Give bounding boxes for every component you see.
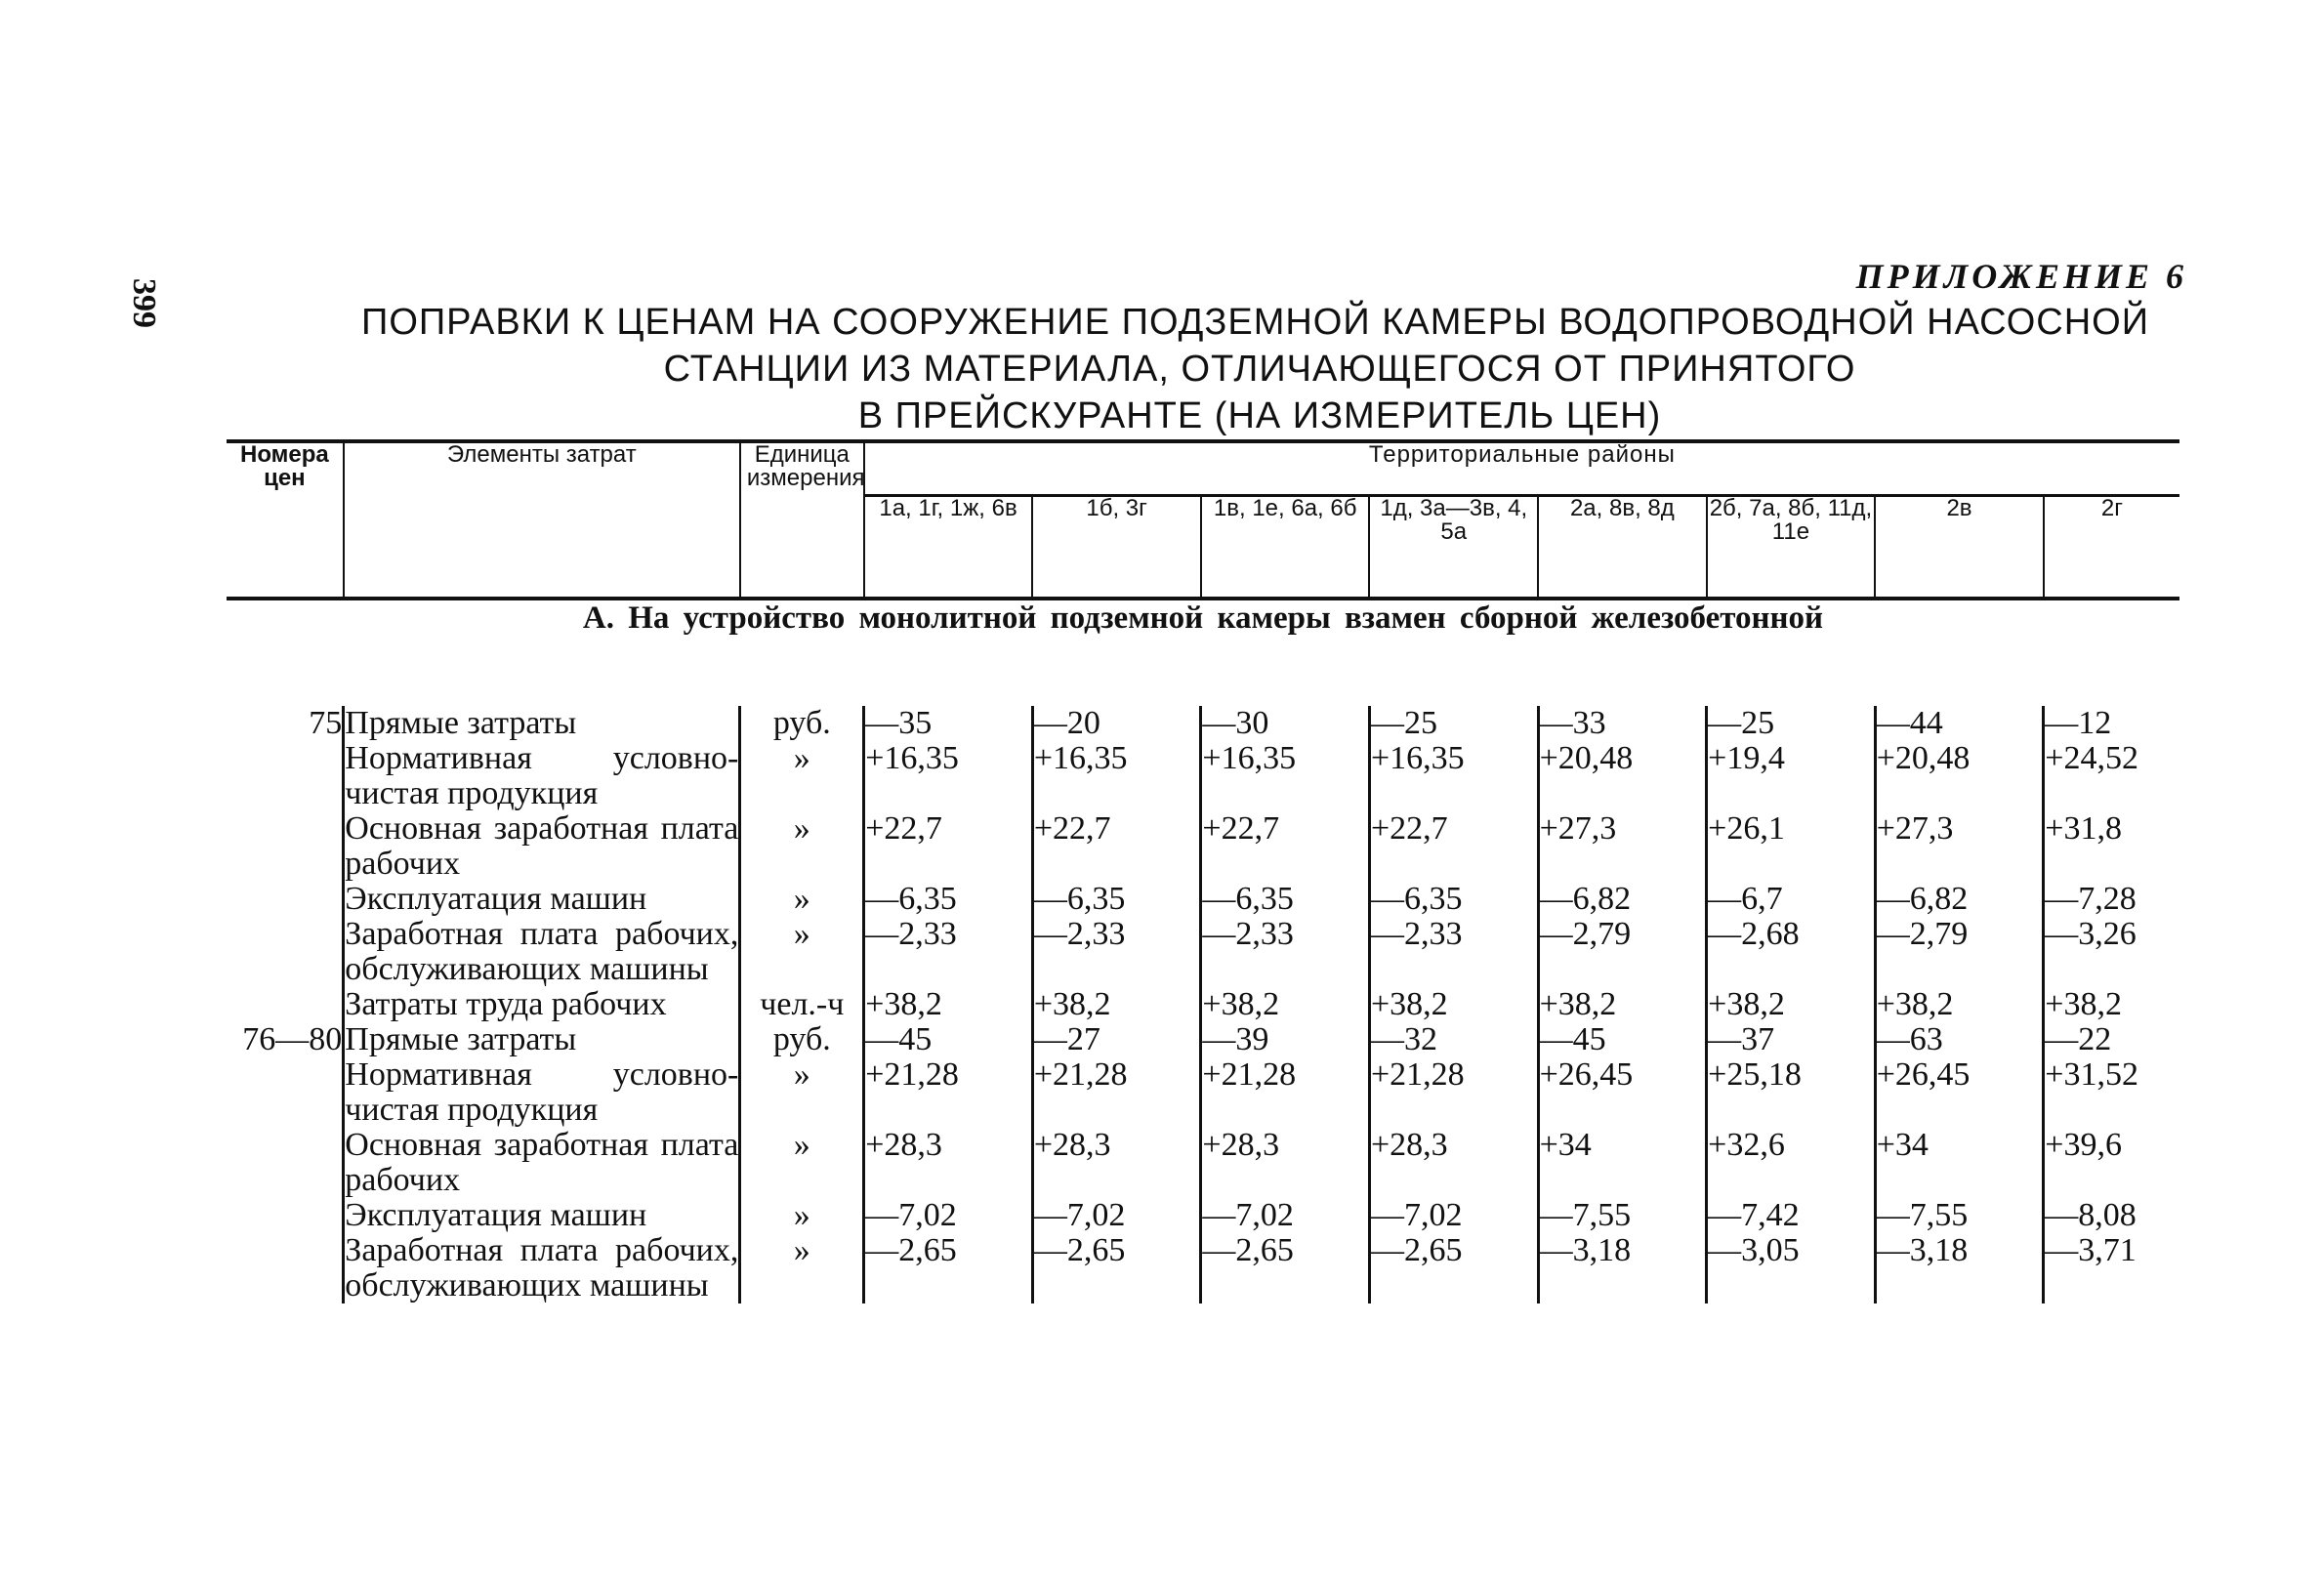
cost-element-cell: Прямые затраты xyxy=(344,706,740,741)
region-value-cell: +26,45 xyxy=(1538,1057,1707,1128)
price-number-cell xyxy=(227,1128,344,1198)
region-value-cell: —45 xyxy=(864,1022,1033,1057)
section-title: А. На устройство монолитной подземной камеры взамен сборной железобетонной xyxy=(582,600,1824,636)
cost-element-cell: Заработная плата рабочих, обслуживающих машины xyxy=(345,1232,739,1303)
region-value-cell: +31,52 xyxy=(2044,1057,2179,1128)
region-value-cell: +38,2 xyxy=(1369,987,1538,1022)
title-line: В ПРЕЙСКУРАНТЕ (НА ИЗМЕРИТЕЛЬ ЦЕН) xyxy=(857,395,1662,436)
table-row xyxy=(227,987,2179,1022)
region-value-cell: +21,28 xyxy=(1032,1057,1201,1128)
region-value-cell: —2,65 xyxy=(864,1233,1033,1303)
region-value-cell: +38,2 xyxy=(1538,987,1707,1022)
document-title xyxy=(332,299,2187,439)
table-row xyxy=(227,917,2179,987)
table-row xyxy=(227,811,2179,882)
region-value-cell: —7,55 xyxy=(1875,1198,2044,1233)
region-value-cell: +19,4 xyxy=(1707,741,1876,811)
price-corrections-table xyxy=(227,439,2179,1303)
cost-element-cell: Основная заработная плата рабочих xyxy=(345,1127,739,1198)
region-value-cell: +22,7 xyxy=(1032,811,1201,882)
region-value-cell: —6,82 xyxy=(1875,882,2044,917)
cost-element-cell: Нормативная условно-чистая продукция xyxy=(345,740,739,811)
price-number-cell xyxy=(227,987,344,1022)
region-value-cell: —39 xyxy=(1201,1022,1370,1057)
unit-cell: » xyxy=(740,882,864,917)
region-value-cell: +22,7 xyxy=(1201,811,1370,882)
header-regions: Территориальные районы xyxy=(864,441,2179,496)
price-number-cell xyxy=(227,882,344,917)
price-number-cell xyxy=(227,1233,344,1303)
region-value-cell: —7,55 xyxy=(1538,1198,1707,1233)
region-value-cell: —2,65 xyxy=(1032,1233,1201,1303)
appendix-label: ПРИЛОЖЕНИЕ 6 xyxy=(1855,257,2187,296)
cost-element-cell: Нормативная условно-чистая продукция xyxy=(345,1056,739,1128)
region-value-cell: +38,2 xyxy=(1201,987,1370,1022)
cost-element-cell: Эксплуатация машин xyxy=(344,1198,740,1233)
table-row xyxy=(227,706,2179,741)
region-value-cell: +28,3 xyxy=(1032,1128,1201,1198)
region-value-cell: —35 xyxy=(864,706,1033,741)
region-value-cell: +34 xyxy=(1875,1128,2044,1198)
region-value-cell: —25 xyxy=(1707,706,1876,741)
region-value-cell: —2,33 xyxy=(1201,917,1370,987)
region-value-cell: +22,7 xyxy=(864,811,1033,882)
region-value-cell: —20 xyxy=(1032,706,1201,741)
region-value-cell: +16,35 xyxy=(864,741,1033,811)
region-value-cell: —6,7 xyxy=(1707,882,1876,917)
region-column-header: 1б, 3г xyxy=(1032,496,1201,600)
region-value-cell: —27 xyxy=(1032,1022,1201,1057)
price-number-cell xyxy=(227,917,344,987)
region-value-cell: +32,6 xyxy=(1707,1128,1876,1198)
region-value-cell: —25 xyxy=(1369,706,1538,741)
price-number-cell xyxy=(227,1057,344,1128)
region-value-cell: —6,35 xyxy=(1369,882,1538,917)
region-value-cell: +28,3 xyxy=(1369,1128,1538,1198)
region-value-cell: —2,65 xyxy=(1201,1233,1370,1303)
region-value-cell: —7,02 xyxy=(1369,1198,1538,1233)
unit-cell: чел.-ч xyxy=(740,987,864,1022)
region-column-header: 1д, 3а—3в, 4, 5а xyxy=(1369,496,1538,600)
unit-cell: » xyxy=(740,1128,864,1198)
price-number-cell xyxy=(227,811,344,882)
unit-cell: » xyxy=(740,1198,864,1233)
region-value-cell: +20,48 xyxy=(1875,741,2044,811)
region-value-cell: —2,68 xyxy=(1707,917,1876,987)
region-value-cell: —37 xyxy=(1707,1022,1876,1057)
region-value-cell: +16,35 xyxy=(1201,741,1370,811)
price-number-cell: 75 xyxy=(309,705,343,741)
region-value-cell: —6,35 xyxy=(1032,882,1201,917)
region-value-cell: +21,28 xyxy=(1369,1057,1538,1128)
region-value-cell: —2,79 xyxy=(1875,917,2044,987)
price-number-cell: 76—80 xyxy=(242,1021,343,1057)
region-value-cell: —2,33 xyxy=(864,917,1033,987)
table-row xyxy=(227,1198,2179,1233)
region-column-header: 2б, 7а, 8б, 11д, 11е xyxy=(1707,496,1876,600)
unit-cell: руб. xyxy=(740,1022,864,1057)
price-number-cell xyxy=(227,1198,344,1233)
region-value-cell: —3,18 xyxy=(1538,1233,1707,1303)
region-value-cell: +38,2 xyxy=(1875,987,2044,1022)
cost-element-cell: Заработная плата рабочих, обслуживающих машины xyxy=(345,916,739,987)
unit-cell: » xyxy=(740,741,864,811)
region-value-cell: —45 xyxy=(1538,1022,1707,1057)
unit-cell: руб. xyxy=(740,706,864,741)
region-value-cell: —3,05 xyxy=(1707,1233,1876,1303)
region-value-cell: +28,3 xyxy=(864,1128,1033,1198)
region-value-cell: —30 xyxy=(1201,706,1370,741)
header-unit: Единица измерения xyxy=(740,441,864,599)
table-row xyxy=(227,882,2179,917)
region-value-cell: —44 xyxy=(1875,706,2044,741)
region-value-cell: —2,33 xyxy=(1369,917,1538,987)
cost-element-cell: Основная заработная плата рабочих xyxy=(345,810,739,882)
region-value-cell: +26,45 xyxy=(1875,1057,2044,1128)
page-number: 399 xyxy=(126,278,162,328)
unit-cell: » xyxy=(740,1057,864,1128)
region-value-cell: +21,28 xyxy=(864,1057,1033,1128)
region-column-header: 2в xyxy=(1875,496,2044,600)
region-value-cell: —63 xyxy=(1875,1022,2044,1057)
region-value-cell: —32 xyxy=(1369,1022,1538,1057)
region-value-cell: —2,65 xyxy=(1369,1233,1538,1303)
region-value-cell: +16,35 xyxy=(1369,741,1538,811)
header-elements: Элементы затрат xyxy=(344,441,740,599)
region-value-cell: +34 xyxy=(1538,1128,1707,1198)
region-value-cell: +26,1 xyxy=(1707,811,1876,882)
region-value-cell: +24,52 xyxy=(2044,741,2179,811)
table-row xyxy=(227,1233,2179,1303)
table-row xyxy=(227,1022,2179,1057)
region-value-cell: —6,35 xyxy=(864,882,1033,917)
title-line: ПОПРАВКИ К ЦЕНАМ НА СООРУЖЕНИЕ ПОДЗЕМНОЙ КАМЕРЫ ВОДОПРОВОДНОЙ НАСОСНОЙ xyxy=(361,302,2150,343)
region-value-cell: +38,2 xyxy=(1707,987,1876,1022)
region-value-cell: —6,35 xyxy=(1201,882,1370,917)
region-value-cell: —3,18 xyxy=(1875,1233,2044,1303)
region-value-cell: —3,71 xyxy=(2044,1233,2179,1303)
region-value-cell: +25,18 xyxy=(1707,1057,1876,1128)
region-value-cell: —7,28 xyxy=(2044,882,2179,917)
table-header-row xyxy=(227,441,2179,496)
region-value-cell: —8,08 xyxy=(2044,1198,2179,1233)
table-row xyxy=(227,741,2179,811)
title-line: СТАНЦИИ ИЗ МАТЕРИАЛА, ОТЛИЧАЮЩЕГОСЯ ОТ ПРИНЯТОГО xyxy=(663,349,1856,390)
region-value-cell: +39,6 xyxy=(2044,1128,2179,1198)
cost-element-cell: Эксплуатация машин xyxy=(344,882,740,917)
region-value-cell: —2,33 xyxy=(1032,917,1201,987)
region-value-cell: —7,02 xyxy=(864,1198,1033,1233)
region-value-cell: —33 xyxy=(1538,706,1707,741)
region-value-cell: +38,2 xyxy=(1032,987,1201,1022)
unit-cell: » xyxy=(740,1233,864,1303)
region-value-cell: +21,28 xyxy=(1201,1057,1370,1128)
table-row xyxy=(227,1057,2179,1128)
region-value-cell: +20,48 xyxy=(1538,741,1707,811)
region-value-cell: —7,02 xyxy=(1032,1198,1201,1233)
region-value-cell: —7,02 xyxy=(1201,1198,1370,1233)
region-value-cell: —7,42 xyxy=(1707,1198,1876,1233)
region-value-cell: —3,26 xyxy=(2044,917,2179,987)
cost-element-cell: Прямые затраты xyxy=(344,1022,740,1057)
region-value-cell: +38,2 xyxy=(2044,987,2179,1022)
region-column-header: 1в, 1е, 6а, 6б xyxy=(1201,496,1370,600)
region-value-cell: +28,3 xyxy=(1201,1128,1370,1198)
cost-element-cell: Затраты труда рабочих xyxy=(344,987,740,1022)
header-numbers: Номера цен xyxy=(227,441,344,599)
region-value-cell: +27,3 xyxy=(1875,811,2044,882)
region-column-header: 2а, 8в, 8д xyxy=(1538,496,1707,600)
region-value-cell: +27,3 xyxy=(1538,811,1707,882)
region-value-cell: —22 xyxy=(2044,1022,2179,1057)
price-number-cell xyxy=(227,741,344,811)
region-value-cell: +31,8 xyxy=(2044,811,2179,882)
section-heading-row xyxy=(227,599,2179,706)
region-value-cell: +16,35 xyxy=(1032,741,1201,811)
region-column-header: 2г xyxy=(2044,496,2179,600)
unit-cell: » xyxy=(740,917,864,987)
region-value-cell: +22,7 xyxy=(1369,811,1538,882)
unit-cell: » xyxy=(740,811,864,882)
region-value-cell: —6,82 xyxy=(1538,882,1707,917)
region-value-cell: —12 xyxy=(2044,706,2179,741)
region-value-cell: —2,79 xyxy=(1538,917,1707,987)
table-row xyxy=(227,1128,2179,1198)
region-value-cell: +38,2 xyxy=(864,987,1033,1022)
region-column-header: 1а, 1г, 1ж, 6в xyxy=(864,496,1033,600)
